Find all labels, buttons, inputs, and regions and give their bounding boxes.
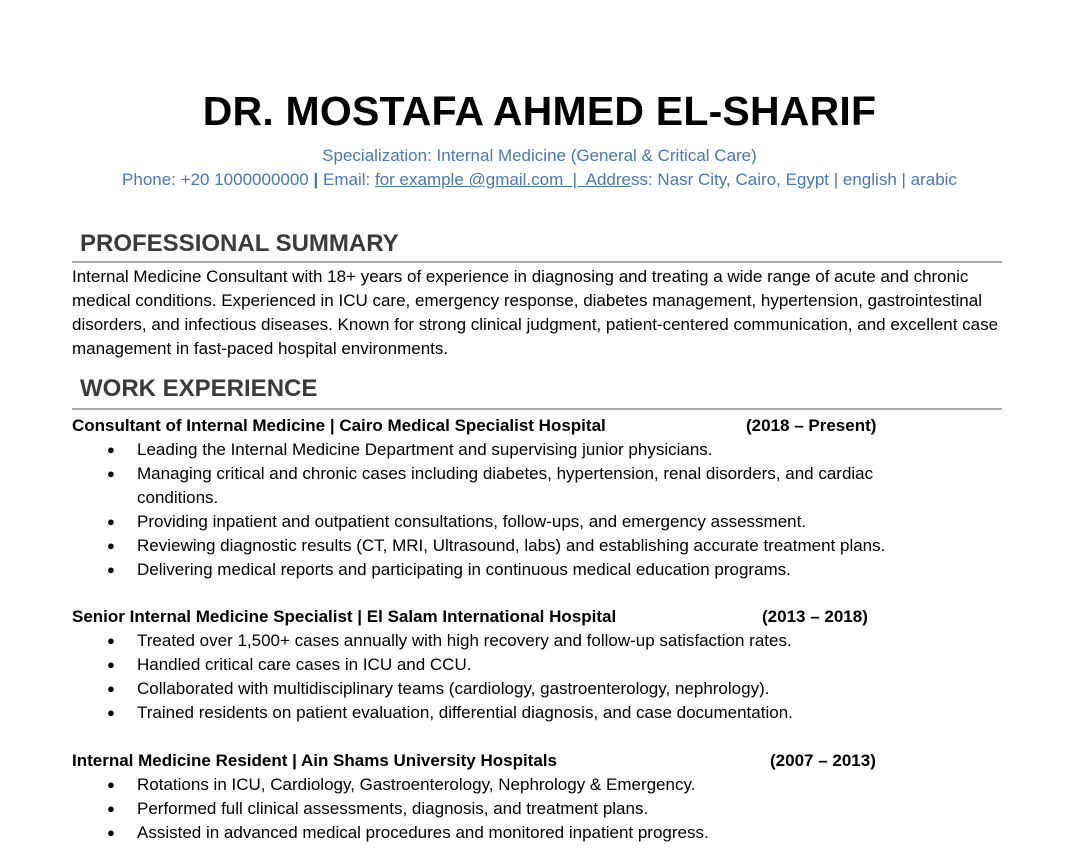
specialization: Specialization: Internal Medicine (General & Critical Care) — [322, 146, 757, 165]
summary-heading: PROFESSIONAL SUMMARY — [80, 230, 399, 257]
list-item: ● Providing inpatient and outpatient consultations, follow-ups, and emergency assessment. — [72, 510, 972, 534]
job-title-1 — [72, 414, 1002, 438]
job-dates: (2013 – 2018) — [762, 607, 868, 626]
list-item: ● Treated over 1,500+ cases annually with high recovery and follow-up satisfaction rates. — [72, 629, 972, 653]
job-1-bullets — [72, 438, 972, 582]
job-dates: (2007 – 2013) — [770, 751, 876, 770]
job-title: Senior Internal Medicine Specialist | El Salam International Hospital — [72, 607, 617, 626]
list-item: ● Delivering medical reports and participating in continuous medical education programs. — [72, 558, 972, 582]
contact-line — [0, 170, 1079, 190]
candidate-name: DR. MOSTAFA AHMED EL-SHARIF — [202, 88, 877, 134]
list-item: ● Reviewing diagnostic results (CT, MRI, Ultrasound, labs) and establishing accurate treatment plans. — [72, 534, 972, 558]
address: ss: Nasr City, Cairo, Egypt | english | arabic — [630, 170, 957, 189]
job-3-bullets — [72, 773, 972, 845]
list-item: ● Trained residents on patient evaluation, differential diagnosis, and case documentation. — [72, 701, 972, 725]
list-item: ● Managing critical and chronic cases including diabetes, hypertension, renal disorders, and cardiac conditions. — [72, 462, 972, 510]
job-2-bullets — [72, 629, 972, 725]
list-item: ● Performed full clinical assessments, diagnosis, and treatment plans. — [72, 797, 972, 821]
list-item: ● Collaborated with multidisciplinary teams (cardiology, gastroenterology, nephrology). — [72, 677, 972, 701]
job-title: Internal Medicine Resident | Ain Shams University Hospitals — [72, 751, 557, 770]
divider — [72, 408, 1002, 410]
divider — [72, 261, 1002, 263]
separator: | — [313, 170, 319, 189]
experience-heading: WORK EXPERIENCE — [80, 375, 318, 402]
email-link[interactable]: for example @gmail.com | Addre — [374, 170, 631, 189]
job-title: Consultant of Internal Medicine | Cairo Medical Specialist Hospital — [72, 416, 606, 435]
list-item: ● Leading the Internal Medicine Department and supervising junior physicians. — [72, 438, 972, 462]
list-item: ● Rotations in ICU, Cardiology, Gastroenterology, Nephrology & Emergency. — [72, 773, 972, 797]
job-dates: (2018 – Present) — [746, 416, 877, 435]
job-title-3 — [72, 749, 1002, 773]
summary-text: Internal Medicine Consultant with 18+ years of experience in diagnosing and treating a wide range of acute and chronic medical conditions. Experienced in ICU care, emergency response, diabetes management, hypertension, gastrointestinal disorders, and infectious diseases. Known for strong clinical judgment, patient-centered communication, and excellent case management in fast-paced hospital environments. — [72, 267, 999, 358]
email-label: Email: — [323, 170, 371, 189]
phone: Phone: +20 1000000000 — [122, 170, 309, 189]
list-item: ● Assisted in advanced medical procedures and monitored inpatient progress. — [72, 821, 972, 845]
job-title-2 — [72, 605, 1002, 629]
list-item: ● Handled critical care cases in ICU and CCU. — [72, 653, 972, 677]
